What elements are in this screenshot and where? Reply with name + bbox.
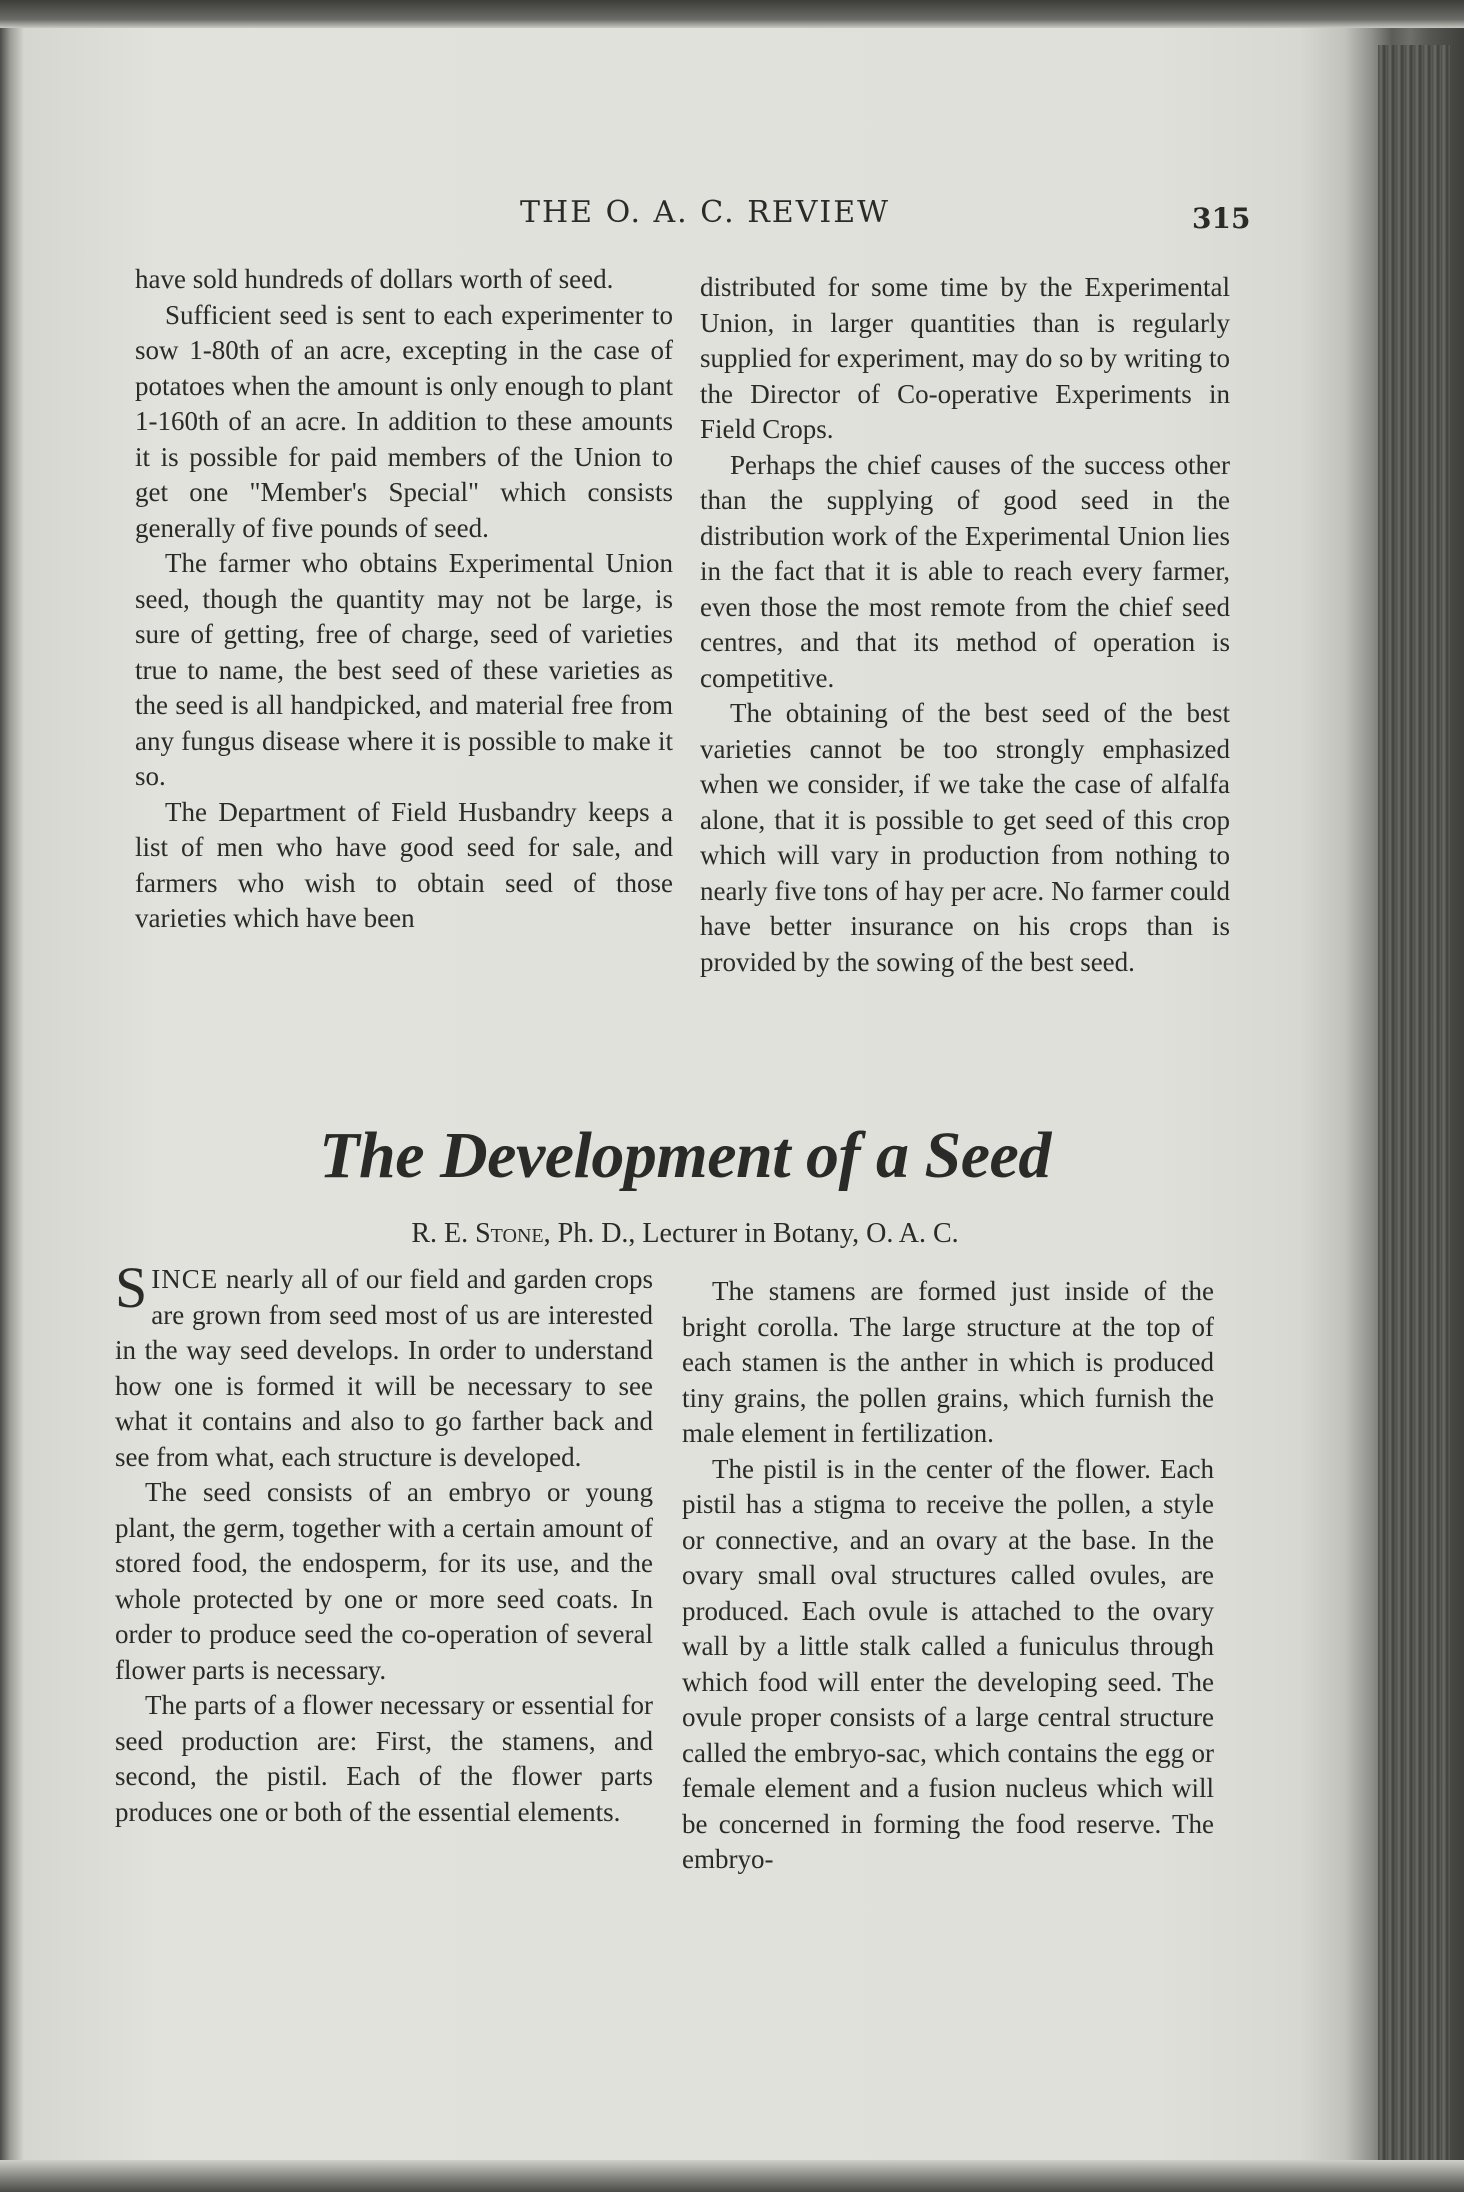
running-head: THE O. A. C. REVIEW <box>520 195 890 230</box>
book-spine-edge <box>1378 45 1450 2192</box>
opening-word: INCE <box>151 1264 219 1294</box>
paragraph: The pistil is in the center of the flower. Each pistil has a stigma to receive the pollen, a style or connective, and an ovary at the base. In the ovary small oval structures called ovules, are produced. Each ovule is attached to the ovary wall by a little stalk called a funiculus through which food will enter the developing seed. The ovule proper consists of a large central structure called the embryo-sac, which contains the egg or female element and a fusion nucleus which will be concerned in forming the food reserve. The embryo- <box>682 1453 1214 1874</box>
drop-cap: S <box>115 1255 148 1320</box>
paragraph: The stamens are formed just inside of the bright corolla. The large structure at the top of each stamen is the anther in which is produced tiny grains, the pollen grains, which furnish the male element in fertilization. <box>682 1276 1214 1448</box>
paragraph: The Department of Field Husbandry keeps a list of men who have good seed for sale, and farmers who wish to obtain seed of those varieties which have been <box>135 796 673 933</box>
opening-paragraph-text: nearly all of our field and garden crops are grown from seed most of us are interested in the way seed develops. In order to understand how one is formed it will be necessary to see what it contains and also to go farther back and see from what, each structure is developed. <box>115 1264 653 1472</box>
paragraph: The parts of a flower necessary or essential for seed production are: First, the stamens, and second, the pistil. Each of the flower parts produces one or both of the essential elements. <box>115 1690 653 1827</box>
paragraph: Perhaps the chief causes of the success other than the supplying of good seed in the distribution work of the Experimental Union lies in the fact that it is able to reach every farmer, even those the most remote from the chief seed centres, and that its method of operation is competitive. <box>700 449 1230 693</box>
scan-bottom-edge <box>0 2160 1464 2192</box>
article-left-column <box>115 1255 653 1830</box>
paragraph: The farmer who obtains Experimental Union seed, though the quantity may not be large, is sure of getting, free of charge, seed of varieties true to name, the best seed of these varieties as the seed is all handpicked, and material free from any fungus disease where it is possible to make it so. <box>135 548 673 791</box>
byline <box>0 1218 1370 1250</box>
previous-article-right-column <box>700 270 1230 980</box>
paragraph: Sufficient seed is sent to each experimenter to sow 1-80th of an acre, excepting in the case of potatoes when the amount is only enough to plant 1-160th of an acre. In addition to these amounts it is possible for paid members of the Union to get one "Member's Special" which consists generally of five pounds of seed. <box>135 299 673 543</box>
byline-author: R. E. Stone <box>411 1218 544 1249</box>
opening-paragraph <box>115 1255 653 1475</box>
paragraph: The obtaining of the best seed of the best varieties cannot be too strongly emphasized when we consider, if we take the case of alfalfa alone, that it is possible to get seed of this crop which will vary in production from nothing to nearly five tons of hay per acre. No farmer could have better insurance on his crops than is provided by the sowing of the best seed. <box>700 698 1230 977</box>
byline-credentials: , Ph. D., Lecturer in Botany, O. A. C. <box>543 1218 959 1249</box>
paragraph: have sold hundreds of dollars worth of seed. <box>135 264 614 294</box>
article-title: The Development of a Seed <box>319 1119 1051 1192</box>
paragraph: distributed for some time by the Experimental Union, in larger quantities than is regularly supplied for experiment, may do so by writing to the Director of Co-operative Experiments in Field Crops. <box>700 272 1230 444</box>
scan-top-edge <box>0 0 1464 28</box>
paragraph: The seed consists of an embryo or young plant, the germ, together with a certain amount of stored food, the endosperm, for its use, and the whole protected by one or more seed coats. In order to produce seed the co-operation of several flower parts is necessary. <box>115 1477 653 1685</box>
article-right-column <box>682 1274 1214 1878</box>
previous-article-left-column <box>135 262 673 937</box>
page-number: 315 <box>1192 202 1251 235</box>
